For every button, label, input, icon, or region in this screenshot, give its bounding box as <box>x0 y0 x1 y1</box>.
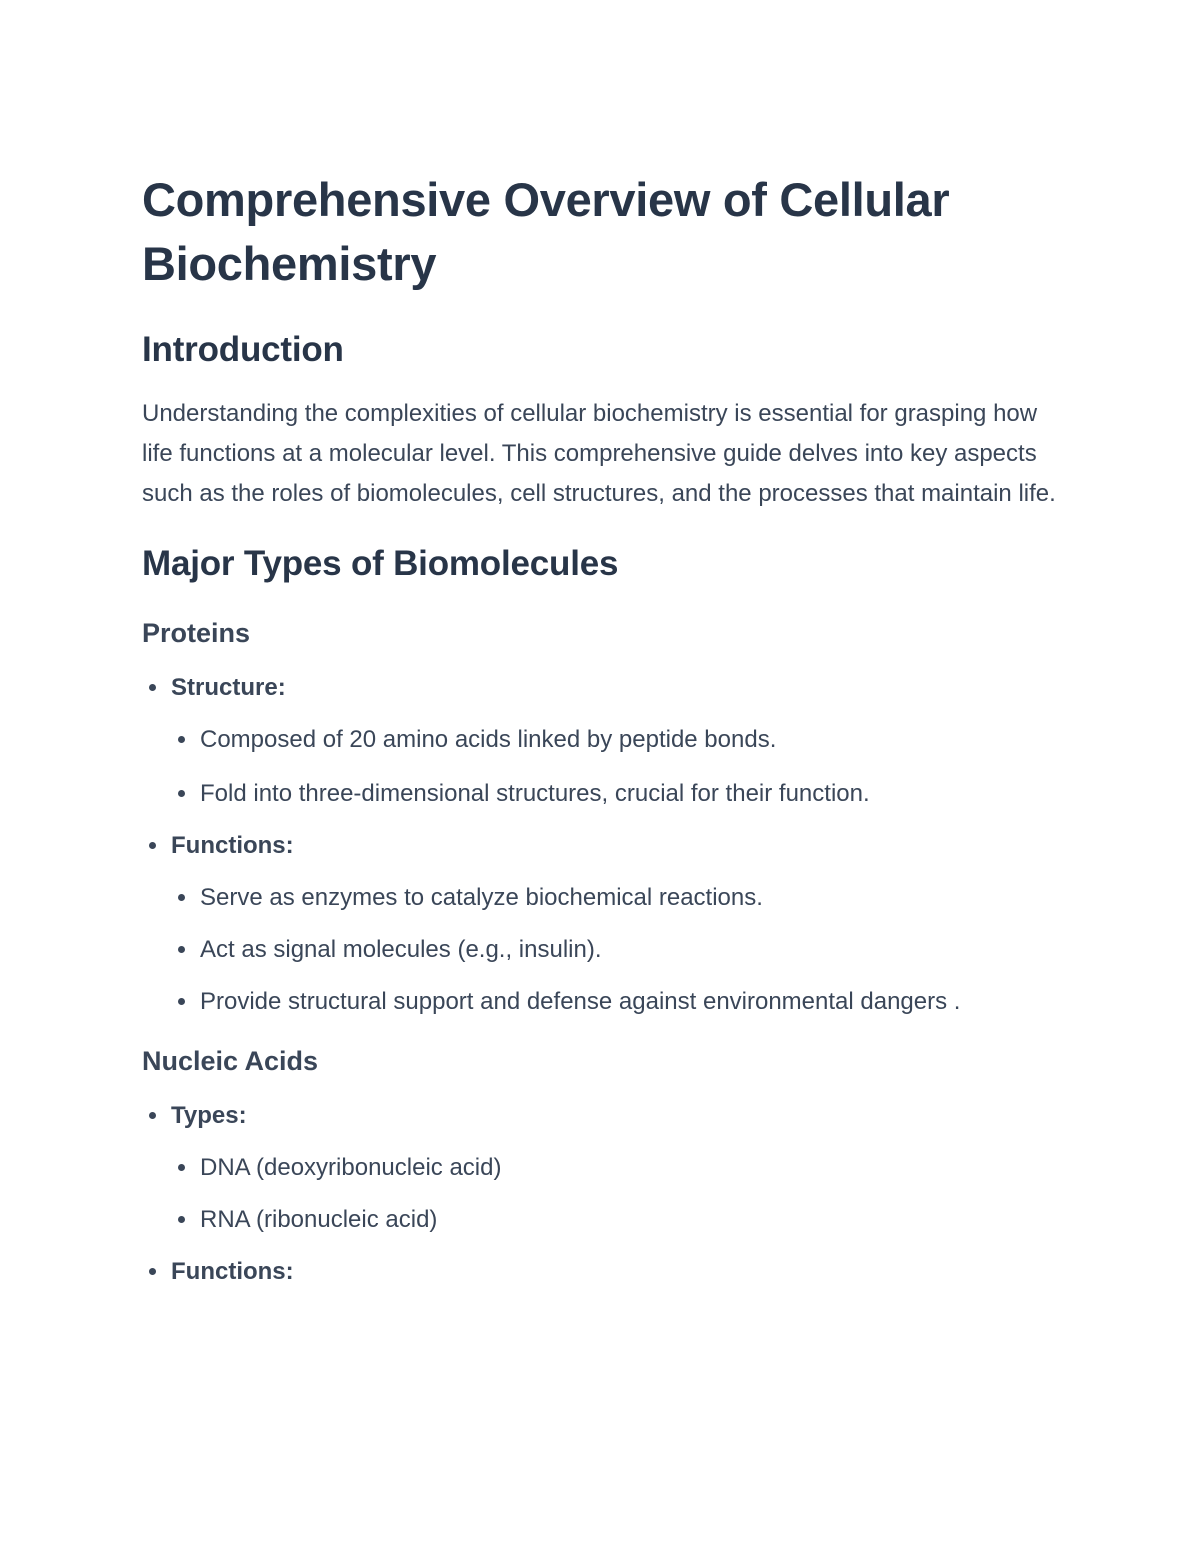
bullet-icon <box>178 1216 185 1223</box>
bullet-icon <box>149 1112 156 1119</box>
bullet-icon <box>149 1268 156 1275</box>
list-item <box>200 930 1062 970</box>
functions-sublist <box>171 878 1062 1022</box>
list-item-text: Fold into three-dimensional structures, crucial for their function. <box>200 780 870 807</box>
document-page <box>142 168 1062 1292</box>
list-item <box>200 878 1062 918</box>
list-item <box>200 982 990 1022</box>
types-label: Types: <box>171 1102 247 1129</box>
functions-label: Functions: <box>171 832 294 859</box>
nucleic-acids-list <box>142 1096 1062 1292</box>
list-item-text: Composed of 20 amino acids linked by peptide bonds. <box>200 726 777 753</box>
introduction-heading: Introduction <box>142 330 344 369</box>
structure-label: Structure: <box>171 674 286 701</box>
bullet-icon <box>178 736 185 743</box>
functions-label: Functions: <box>171 1258 294 1285</box>
bullet-icon <box>149 684 156 691</box>
proteins-heading: Proteins <box>142 618 251 648</box>
structure-sublist <box>171 720 1062 814</box>
bullet-icon <box>178 946 185 953</box>
bullet-icon <box>178 1164 185 1171</box>
bullet-icon <box>178 790 185 797</box>
list-item <box>200 774 1062 814</box>
list-item <box>171 826 1062 1022</box>
list-item-text: Provide structural support and defense against environmental dangers . <box>200 988 961 1015</box>
list-item-text: Act as signal molecules (e.g., insulin). <box>200 936 602 963</box>
types-sublist <box>171 1148 1062 1240</box>
list-item <box>200 720 1062 760</box>
bullet-icon <box>149 842 156 849</box>
nucleic-acids-heading: Nucleic Acids <box>142 1046 319 1076</box>
bullet-icon <box>178 998 185 1005</box>
introduction-paragraph: Understanding the complexities of cellular biochemistry is essential for grasping how life functions at a molecular level. This comprehensive guide delves into key aspects such as the roles of biomolecules, cell structures, and the processes that maintain life. <box>142 400 1056 507</box>
list-item-text: DNA (deoxyribonucleic acid) <box>200 1154 502 1181</box>
list-item <box>200 1148 1062 1188</box>
list-item-text: Serve as enzymes to catalyze biochemical reactions. <box>200 884 763 911</box>
list-item-text: RNA (ribonucleic acid) <box>200 1206 438 1233</box>
bullet-icon <box>178 894 185 901</box>
proteins-list <box>142 668 1062 1022</box>
list-item <box>171 668 1062 814</box>
list-item <box>200 1200 1062 1240</box>
list-item <box>171 1252 1062 1292</box>
document-title: Comprehensive Overview of Cellular Biochemistry <box>142 173 950 290</box>
list-item <box>171 1096 1062 1240</box>
biomolecules-heading: Major Types of Biomolecules <box>142 544 619 583</box>
